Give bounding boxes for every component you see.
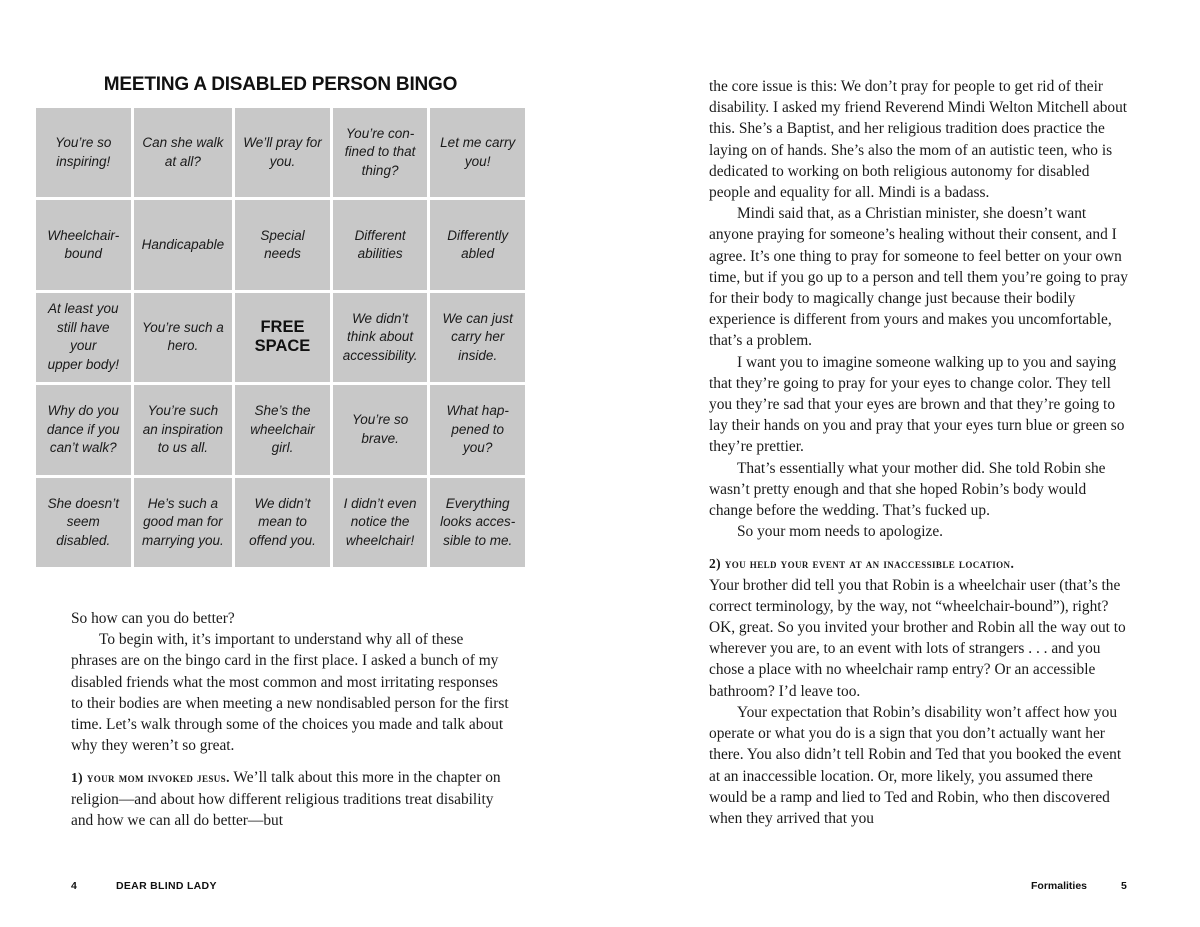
section-text: We’ll talk about this more in the chapter on religion—and about how different religious traditions treat disability and how we can all do better—but [71, 769, 501, 829]
bingo-title: MEETING A DISABLED PERSON BINGO [103, 74, 458, 95]
body-paragraph: To begin with, it’s important to understand why all of these phrases are on the bingo card in the first place. I asked a bunch of my disabled friends what the most common and most irritating responses to their bodies are when meeting a new nondisabled person for the first time. Let’s walk through some of the choices you made and talk about why they weren’t so great. [71, 631, 509, 755]
bingo-cell: Can she walk at all? [134, 108, 233, 197]
bingo-cell: You’re so inspiring! [36, 108, 131, 197]
bingo-cell: Special needs [235, 200, 330, 289]
bingo-cell: We didn’t think about accessibility. [333, 293, 428, 382]
bingo-cell: He’s such a good man for marrying you. [134, 478, 233, 567]
body-paragraph: That’s essentially what your mother did. She told Robin she wasn’t pretty enough and that she hoped Robin’s body would change before the wedding. That’s fucked up. [709, 459, 1106, 520]
bingo-cell: Different abilities [333, 200, 428, 289]
bingo-cell: You’re con- fined to that thing? [333, 108, 428, 197]
bingo-cell: You’re so brave. [333, 385, 428, 474]
body-paragraph: Mindi said that, as a Christian minister, she doesn’t want anyone praying for someone’s healing without their consent, and I agree. It’s one thing to pray for someone to feel better on your own time, but if you go up to a person and tell them you’re going to pray for their body to magically change just because their bodily experience is different from yours and makes you uncomfortable, that’s a problem. [709, 205, 1128, 350]
bingo-cell: Handicapable [134, 200, 233, 289]
bingo-cell: Everything looks acces- sible to me. [430, 478, 525, 567]
bingo-cell: What hap- pened to you? [430, 385, 525, 474]
page-number: 4 [71, 880, 77, 892]
bingo-cell: At least you still have your upper body! [36, 293, 131, 382]
section-heading-text: 2) you held your event at an inaccessible location. [709, 556, 1015, 572]
bingo-cell: She doesn’t seem disabled. [36, 478, 131, 567]
page-number: 5 [1121, 880, 1127, 892]
body-paragraph: Your brother did tell you that Robin is a wheelchair user (that’s the correct terminology, by the way, not “wheelchair-bound”), right? OK, great. So you invited your brother and Robin all the way out to wherever you are, to an event with lots of strangers . . . and you chose a place with no wheelchair ramp entry? Or an accessible bathroom? I’d leave too. [709, 576, 1126, 700]
bingo-cell: Differently abled [430, 200, 525, 289]
bingo-cell: Let me carry you! [430, 108, 525, 197]
body-paragraph: So your mom needs to apologize. [737, 523, 944, 541]
body-paragraph: the core issue is this: We don’t pray for people to get rid of their disability. I asked my friend Reverend Mindi Welton Mitchell about this. She’s a Baptist, and her religious tradition does practice the laying on of hands. She’s also the mom of an autistic teen, who is dedicated to working on both religious autonomy for disabled people and equality for all. Mindi is a badass. [709, 78, 1128, 202]
bingo-cell: We’ll pray for you. [235, 108, 330, 197]
section-heading: 1) your mom invoked jesus. [71, 770, 230, 786]
body-paragraph: I want you to imagine someone walking up to you and saying that they’re going to pray for your eyes to change color. They tell you they’re sad that your eyes are brown and that they’re going to lay their hands on you and pray that your eyes turn blue or green so they’re prettier. [709, 353, 1125, 456]
section-heading [709, 553, 1129, 574]
bingo-cell: She’s the wheelchair girl. [235, 385, 330, 474]
running-section: Formalities [1031, 880, 1088, 892]
bingo-cell: We can just carry her inside. [430, 293, 525, 382]
left-body-text [71, 608, 511, 831]
bingo-cell: You’re such an inspiration to us all. [134, 385, 233, 474]
section-paragraph [71, 767, 511, 831]
body-paragraph: Your expectation that Robin’s disability won’t affect how you operate or what you do is a sign that you don’t actually want her there. You also didn’t tell Robin and Ted that you booked the event at an inaccessible location. Or, more likely, you assumed there would be a ramp and lied to Ted and Robin, who then discovered when they arrived that you [709, 703, 1122, 827]
running-title: DEAR BLIND LADY [116, 880, 217, 892]
bingo-cell: Why do you dance if you can’t walk? [36, 385, 131, 474]
bingo-cell: Wheelchair- bound [36, 200, 131, 289]
bingo-cell: We didn’t mean to offend you. [235, 478, 330, 567]
right-body-text [709, 76, 1129, 829]
bingo-cell: You’re such a hero. [134, 293, 233, 382]
body-paragraph: So how can you do better? [71, 610, 235, 627]
bingo-card [36, 108, 525, 567]
bingo-free-space: FREE SPACE [235, 293, 330, 382]
bingo-cell: I didn’t even notice the wheelchair! [333, 478, 428, 567]
